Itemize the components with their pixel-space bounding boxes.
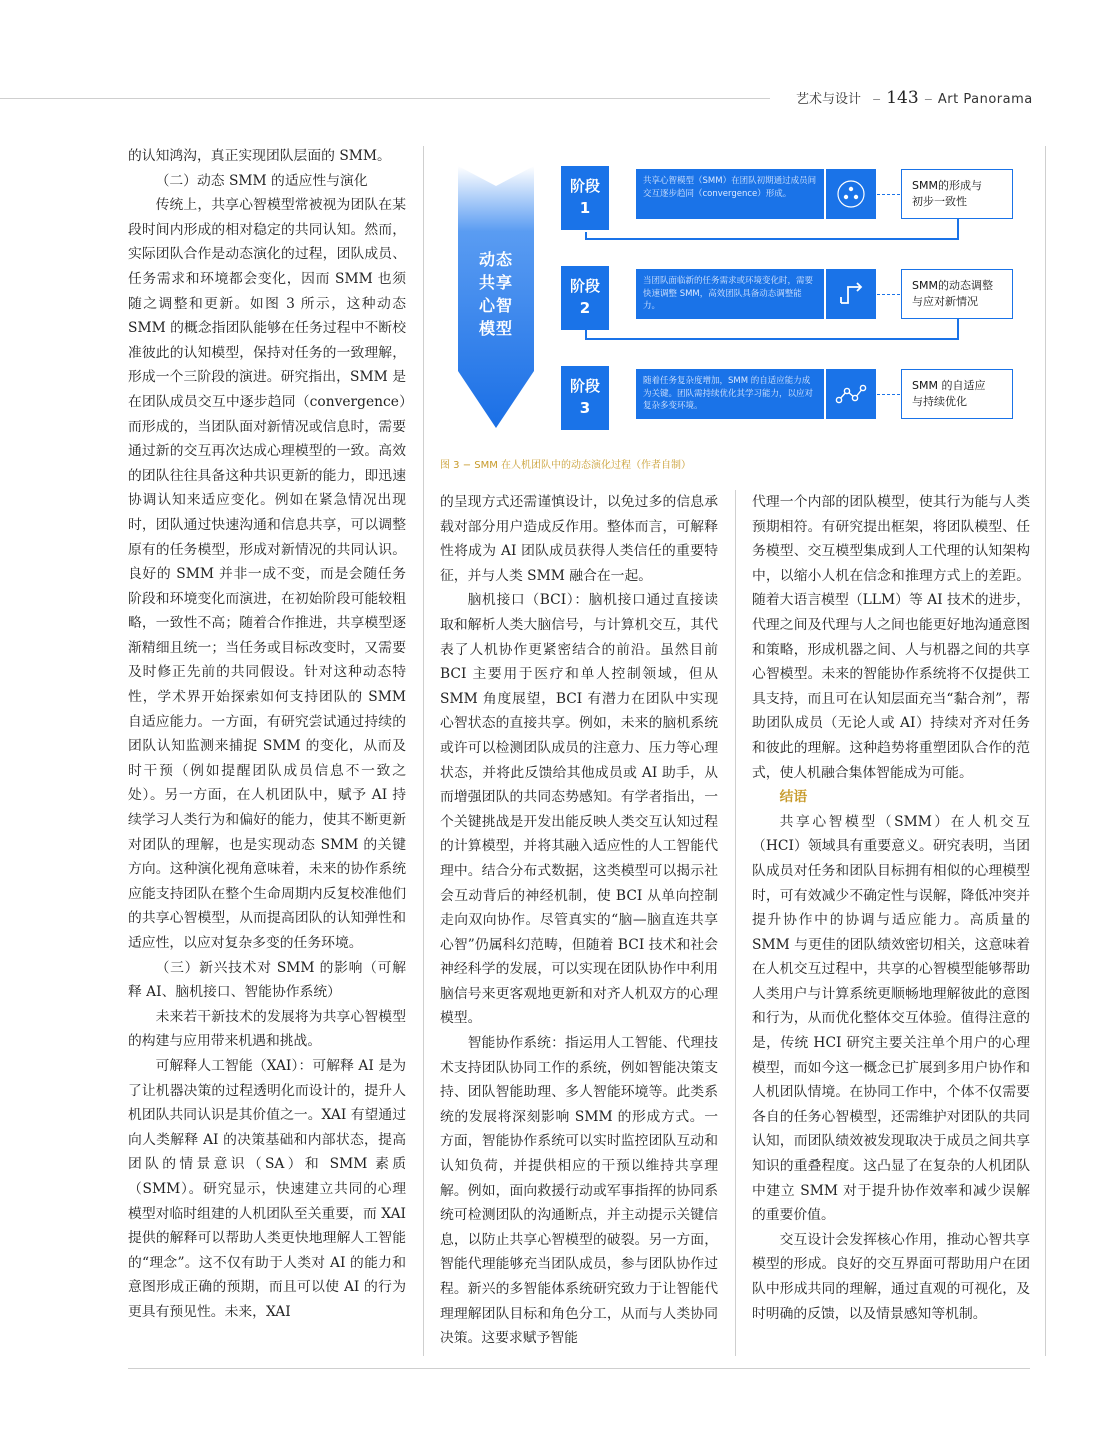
stage-1-description: 共享心智模型（SMM）在团队初期通过成员间交互逐步趋同（convergence）形成。 — [636, 169, 824, 219]
subsection-heading: （三）新兴技术对 SMM 的影响（可解释 AI、脑机接口、智能协作系统） — [128, 959, 406, 1001]
right-rule — [1045, 146, 1046, 1356]
paragraph: 智能协作系统：指运用人工智能、代理技术支持团队协同工作的系统，例如智能决策支持、团队智能助理、多人智能环境等。此类系统的发展将深刻影响 SMM 的形成方式。一方面，智能协作系统可以实时监控团队互动和认知负荷，并提供相应的干预以维持共享理解。例如，面向救援行动或军事指挥的协同系统可检测团队的沟通断点，并主动提示关键信息，以防止共享心智模型的破裂。另一方面，智能代理能够充当团队成员，参与团队协作过程。新兴的多智能体系统研究致力于让智能代理理解团队目标和角色分工，从而与人类协同决策。这要求赋予智能 — [440, 1035, 718, 1347]
team-icon — [826, 169, 876, 219]
paragraph: 未来若干新技术的发展将为共享心智模型的构建与应用带来机遇和挑战。 — [128, 1008, 406, 1050]
column-divider-1 — [423, 146, 424, 1356]
paragraph: 代理一个内部的团队模型，使其行为能与人类预期相符。有研究提出框架，将团队模型、任务模型、交互模型集成到人工代理的认知架构中，以缩小人机在信念和推理方式上的差距。随着大语言模型（LLM）等 AI 技术的进步，代理之间及代理与人之间也能更好地沟通意图和策略，形成机器之间、人与机器之间的共享心智模型。未来的智能协作系统将不仅提供工具支持，而且可在认知层面充当“黏合剂”，帮助团队成员（无论人或 AI）持续对齐对任务和彼此的理解。这种趋势将重塑团队合作的范式，使人机融合集体智能成为可能。 — [752, 494, 1030, 781]
stage-2-result-line1: SMM的动态调整 — [912, 279, 993, 292]
dashed-link-2 — [872, 294, 900, 295]
text-column-3 — [752, 490, 1030, 1326]
stage-3-label: 阶段 — [569, 377, 600, 395]
adjust-arrows-icon — [826, 269, 876, 319]
subsection-heading: （二）动态 SMM 的适应性与演化 — [155, 172, 368, 189]
text-column-1 — [128, 144, 406, 1325]
paragraph: 交互设计会发挥核心作用，推动心智共享模型的形成。良好的交互界面可帮助用户在团队中形成共同的理解，通过直观的可视化，及时明确的反馈，以及情景感知等机制。 — [752, 1231, 1030, 1322]
connector — [585, 238, 957, 240]
header-separator-2: − — [923, 93, 933, 106]
stage-3-result-line1: SMM 的自适应 — [912, 379, 986, 392]
dashed-link-1 — [872, 194, 900, 195]
running-header — [796, 88, 1033, 112]
paragraph: 脑机接口（BCI）：脑机接口通过直接读取和解析人类大脑信号，与计算机交互，其代表了人机协作更紧密结合的前沿。虽然目前 BCI 主要用于医疗和单人控制领域，但从 SMM 角度展望，BCI 有潜力在团队中实现心智状态的直接共享。例如，未来的脑机系统或许可以检测团队成员的注意力、压力等心理状态，并将此反馈给其他成员或 AI 助手，从而增强团队的共同态势感知。有学者指出，一个关键挑战是开发出能反映人类交互认知过程的计算模型，并将其融入适应性的人工智能代理中。结合分布式数据，这类模型可以揭示社会互动背后的神经机制，使 BCI 从单向控制走向双向协作。尽管真实的“脑—脑直连共享心智”仍属科幻范畴，但随着 BCI 技术和社会神经科学的发展，可以实现在团队协作中利用脑信号来更客观地更新和对齐人机双方的心理模型。 — [440, 592, 718, 1027]
header-rule — [0, 98, 770, 99]
stage-2-number: 2 — [579, 299, 591, 317]
network-nodes-icon — [826, 369, 876, 419]
page-number: 143 — [886, 88, 919, 108]
stage-1-result-line1: SMM的形成与 — [912, 179, 982, 192]
section-heading: 结语 — [779, 789, 808, 806]
magazine-name: 艺术与设计 — [796, 92, 862, 107]
stage-2-result — [901, 269, 1013, 319]
stage-1-box — [561, 166, 609, 230]
stage-3-result-line2: 与持续优化 — [912, 395, 967, 408]
stage-2-description: 当团队面临新的任务需求或环境变化时，需要快速调整 SMM，高效团队具备动态调整能力。 — [636, 269, 824, 319]
stage-2-box — [561, 266, 609, 330]
arrow-label: 动态共享心智模型 — [478, 250, 513, 338]
stage-1-result — [901, 169, 1013, 219]
header-separator-1: − — [872, 93, 882, 106]
paragraph: 共享心智模型（SMM）在人机交互（HCI）领域具有重要意义。研究表明，当团队成员对任务和团队目标拥有相似的心理模型时，可有效减少不确定性与误解，降低冲突并提升协作中的协调与适应能力。高质量的 SMM 与更佳的团队绩效密切相关，这意味着在人机交互过程中，共享的心智模型能够帮助人类用户与计算系统更顺畅地理解彼此的意图和行为，从而优化整体交互体验。值得注意的是，传统 HCI 研究主要关注单个用户的心理模型，而如今这一概念已扩展到多用户协作和人机团队情境。在协同工作中，个体不仅需要各自的任务心智模型，还需维护对团队的共同认知，而团队绩效被发现取决于成员之间共享知识的重叠程度。这凸显了在复杂的人机团队中建立 SMM 对于提升协作效率和减少误解的重要价值。 — [752, 813, 1030, 1224]
dashed-link-3 — [872, 394, 900, 395]
figure-3 — [440, 152, 1030, 472]
stage-3-result — [901, 369, 1013, 419]
stage-3-box — [561, 366, 609, 430]
paragraph: 传统上，共享心智模型常被视为团队在某段时间内形成的相对稳定的共同认知。然而，实际团队合作是动态演化的过程，团队成员、任务需求和环境都会变化，因而 SMM 也须随之调整和更新。如图 3 所示，这种动态 SMM 的概念指团队能够在任务过程中不断校准彼此的认知模型，保持对任务的一致理解，形成一个三阶段的演进。研究指出，SMM 是在团队成员交互中逐步趋同（convergence）而形成的，当团队面对新情况或信息时，需要通过新的交互再次达成心理模型的一致。高效的团队往往具备这种共识更新的能力，即迅速协调认知来适应变化。例如在紧急情况出现时，团队通过快速沟通和信息共享，可以调整原有的任务模型，形成对新情况的共同认识。良好的 SMM 并非一成不变，而是会随任务阶段和环境变化而演进，在初始阶段可能较粗略，一致性不高；随着合作推进，共享模型逐渐精细且统一；当任务或目标改变时，又需要及时修正先前的共同假设。针对这种动态特性，学术界开始探索如何支持团队的 SMM 自适应能力。一方面，有研究尝试通过持续的团队认知监测来捕捉 SMM 的变化，从而及时干预（例如提醒团队成员信息不一致之处）。另一方面，在人机团队中，赋予 AI 持续学习人类行为和偏好的能力，使其不断更新对团队的理解，也是实现动态 SMM 的关键方向。这种演化视角意味着，未来的协作系统应能支持团队在整个生命周期内反复校准他们的共享心智模型，从而提高团队的认知弹性和适应性，以应对复杂多变的任务环境。 — [128, 197, 406, 951]
column-divider-2 — [735, 490, 736, 1356]
connector — [957, 218, 959, 240]
stage-1-label: 阶段 — [569, 177, 600, 195]
stage-1-result-line2: 初步一致性 — [912, 195, 967, 208]
text-column-2 — [440, 490, 718, 1351]
brand-name: Art Panorama — [937, 92, 1033, 107]
paragraph: 可解释人工智能（XAI）：可解释 AI 是为了让机器决策的过程透明化而设计的，提升人机团队共同认识是其价值之一。XAI 有望通过向人类解释 AI 的决策基础和内部状态，提高团队的情景意识（SA）和 SMM 素质（SMM）。研究显示，快速建立共同的心理模型对临时组建的人机团队至关重要，而 XAI 提供的解释可以帮助人类更快地理解人工智能的“理念”。这不仅有助于人类对 AI 的能力和意图形成正确的预期，而且可以使 AI 的行为更具有预见性。未来，XAI — [128, 1057, 406, 1320]
stage-2-label: 阶段 — [569, 277, 600, 295]
connector — [585, 338, 957, 340]
stage-2-result-line2: 与应对新情况 — [912, 295, 978, 308]
stage-3-description: 随着任务复杂度增加，SMM 的自适应能力成为关键。团队需持续优化其学习能力，以应对复杂多变环境。 — [636, 369, 824, 419]
connector — [957, 318, 959, 340]
figure-caption: 图 3 − SMM 在人机团队中的动态演化过程（作者自制） — [440, 460, 692, 471]
paragraph: 的呈现方式还需谨慎设计，以免过多的信息承载对部分用户造成反作用。整体而言，可解释性将成为 AI 团队成员获得人类信任的重要特征，并与人类 SMM 融合在一起。 — [440, 494, 718, 584]
footer-rule — [128, 1368, 1030, 1369]
stage-3-number: 3 — [579, 399, 591, 417]
stage-1-number: 1 — [579, 199, 591, 217]
paragraph: 的认知鸿沟，真正实现团队层面的 SMM。 — [128, 148, 391, 164]
